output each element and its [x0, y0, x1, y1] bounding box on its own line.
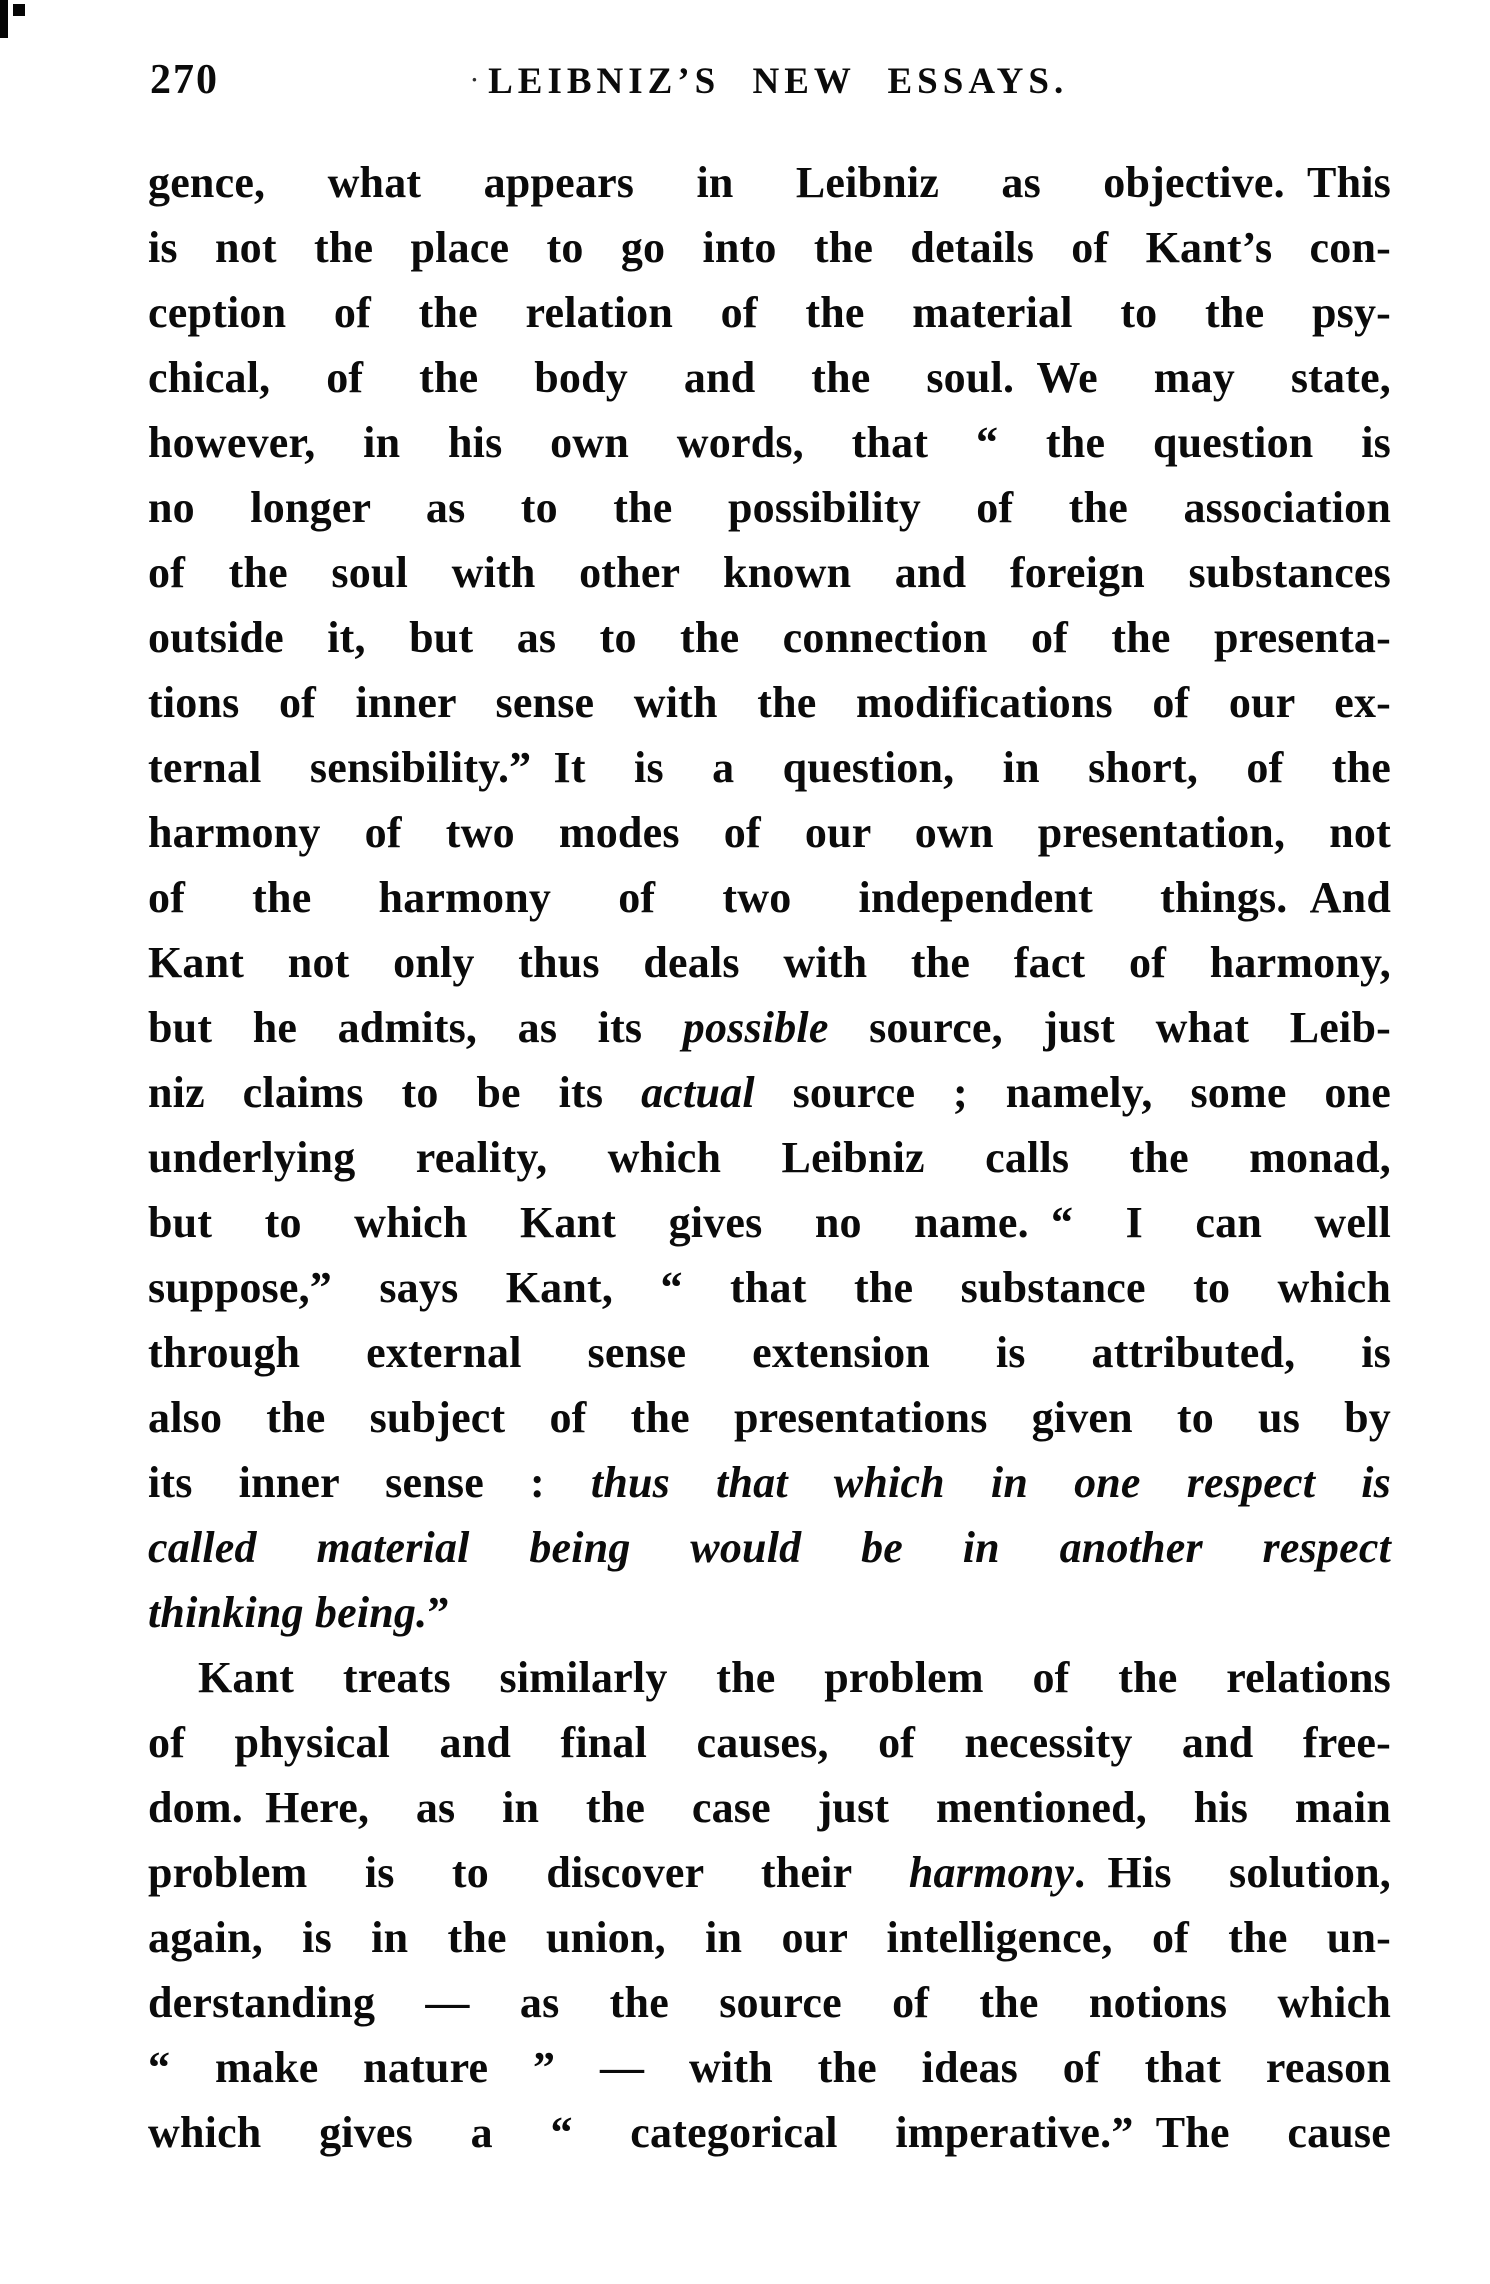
text-segment: but to which Kant gives no name. “ I can well — [148, 1198, 1391, 1247]
text-line — [148, 995, 1391, 1060]
text-segment: is not the place to go into the details of Kant’s con- — [148, 223, 1391, 272]
text-line — [148, 605, 1391, 670]
text-segment: ” — [427, 1588, 450, 1637]
text-segment: dom. Here, as in the case just mentioned, his main — [148, 1783, 1391, 1832]
text-segment: ternal sensibility.” It is a question, in short, of the — [148, 743, 1391, 792]
scan-artifact-corner-bar — [0, 0, 8, 38]
text-line — [148, 2100, 1391, 2165]
running-title-text: LEIBNIZ’S NEW ESSAYS. — [488, 61, 1069, 102]
text-line — [148, 1255, 1391, 1320]
text-segment: . His solution, — [1074, 1848, 1391, 1897]
text-line — [148, 1645, 1391, 1710]
text-segment: niz claims to be its — [148, 1068, 642, 1117]
text-segment: derstanding — as the source of the notions which — [148, 1978, 1391, 2027]
text-segment: “ make nature ” — with the ideas of that reason — [148, 2043, 1391, 2092]
text-line — [148, 735, 1391, 800]
text-segment: of the soul with other known and foreign substances — [148, 548, 1391, 597]
text-segment: outside it, but as to the connection of the presenta- — [148, 613, 1391, 662]
text-line — [148, 1970, 1391, 2035]
text-segment: through external sense extension is attributed, is — [148, 1328, 1391, 1377]
text-line — [148, 1450, 1391, 1515]
text-line — [148, 930, 1391, 995]
italic-text-segment: called material being would be in another respect — [148, 1523, 1391, 1572]
text-segment: suppose,” says Kant, “ that the substance to which — [148, 1263, 1391, 1312]
italic-text-segment: thinking being. — [148, 1588, 428, 1637]
text-line — [148, 800, 1391, 865]
text-segment: gence, what appears in Leibniz as objective. This — [148, 158, 1391, 207]
scan-artifact-dot: · — [470, 67, 479, 92]
running-title — [148, 60, 1391, 103]
text-line — [148, 1515, 1391, 1580]
text-segment: its inner sense : — [148, 1458, 591, 1507]
text-line — [148, 865, 1391, 930]
text-line — [148, 1060, 1391, 1125]
text-line — [148, 475, 1391, 540]
text-segment: of the harmony of two independent things. And — [148, 873, 1391, 922]
text-line — [148, 1320, 1391, 1385]
text-line — [148, 215, 1391, 280]
text-line — [148, 345, 1391, 410]
text-line — [148, 540, 1391, 605]
text-line — [148, 1125, 1391, 1190]
italic-text-segment: thus that which in one respect is — [590, 1458, 1391, 1507]
text-segment: ception of the relation of the material to the psy- — [148, 288, 1391, 337]
italic-text-segment: actual — [641, 1068, 755, 1117]
italic-text-segment: possible — [682, 1003, 829, 1052]
text-line — [148, 2035, 1391, 2100]
italic-text-segment: harmony — [908, 1848, 1075, 1897]
text-segment: harmony of two modes of our own presentation, not — [148, 808, 1391, 857]
text-segment: Kant treats similarly the problem of the relations — [198, 1653, 1391, 1702]
page-number: 270 — [150, 57, 219, 103]
text-line — [148, 410, 1391, 475]
text-segment: Kant not only thus deals with the fact of harmony, — [148, 938, 1391, 987]
text-segment: however, in his own words, that “ the question is — [148, 418, 1391, 467]
text-segment: source ; namely, some one — [754, 1068, 1391, 1117]
text-segment: underlying reality, which Leibniz calls the monad, — [148, 1133, 1391, 1182]
scan-artifact-corner-dot — [13, 4, 25, 16]
text-line — [148, 280, 1391, 345]
text-segment: no longer as to the possibility of the association — [148, 483, 1391, 532]
text-segment: source, just what Leib- — [828, 1003, 1391, 1052]
text-line — [148, 150, 1391, 215]
text-line — [148, 1710, 1391, 1775]
text-segment: of physical and final causes, of necessity and free- — [148, 1718, 1391, 1767]
text-line — [148, 1840, 1391, 1905]
text-segment: tions of inner sense with the modifications of our ex- — [148, 678, 1391, 727]
text-segment: also the subject of the presentations given to us by — [148, 1393, 1391, 1442]
text-line — [148, 1905, 1391, 1970]
text-line — [148, 1190, 1391, 1255]
text-line — [148, 1775, 1391, 1840]
text-line — [148, 1385, 1391, 1450]
page-header — [148, 54, 1391, 106]
text-segment: but he admits, as its — [148, 1003, 683, 1052]
text-segment: again, is in the union, in our intelligence, of the un- — [148, 1913, 1391, 1962]
text-segment: which gives a “ categorical imperative.” The cause — [148, 2108, 1391, 2157]
text-line — [148, 670, 1391, 735]
page-body — [148, 150, 1391, 2165]
text-line — [148, 1580, 1391, 1645]
text-segment: problem is to discover their — [148, 1848, 909, 1897]
text-segment: chical, of the body and the soul. We may state, — [148, 353, 1391, 402]
